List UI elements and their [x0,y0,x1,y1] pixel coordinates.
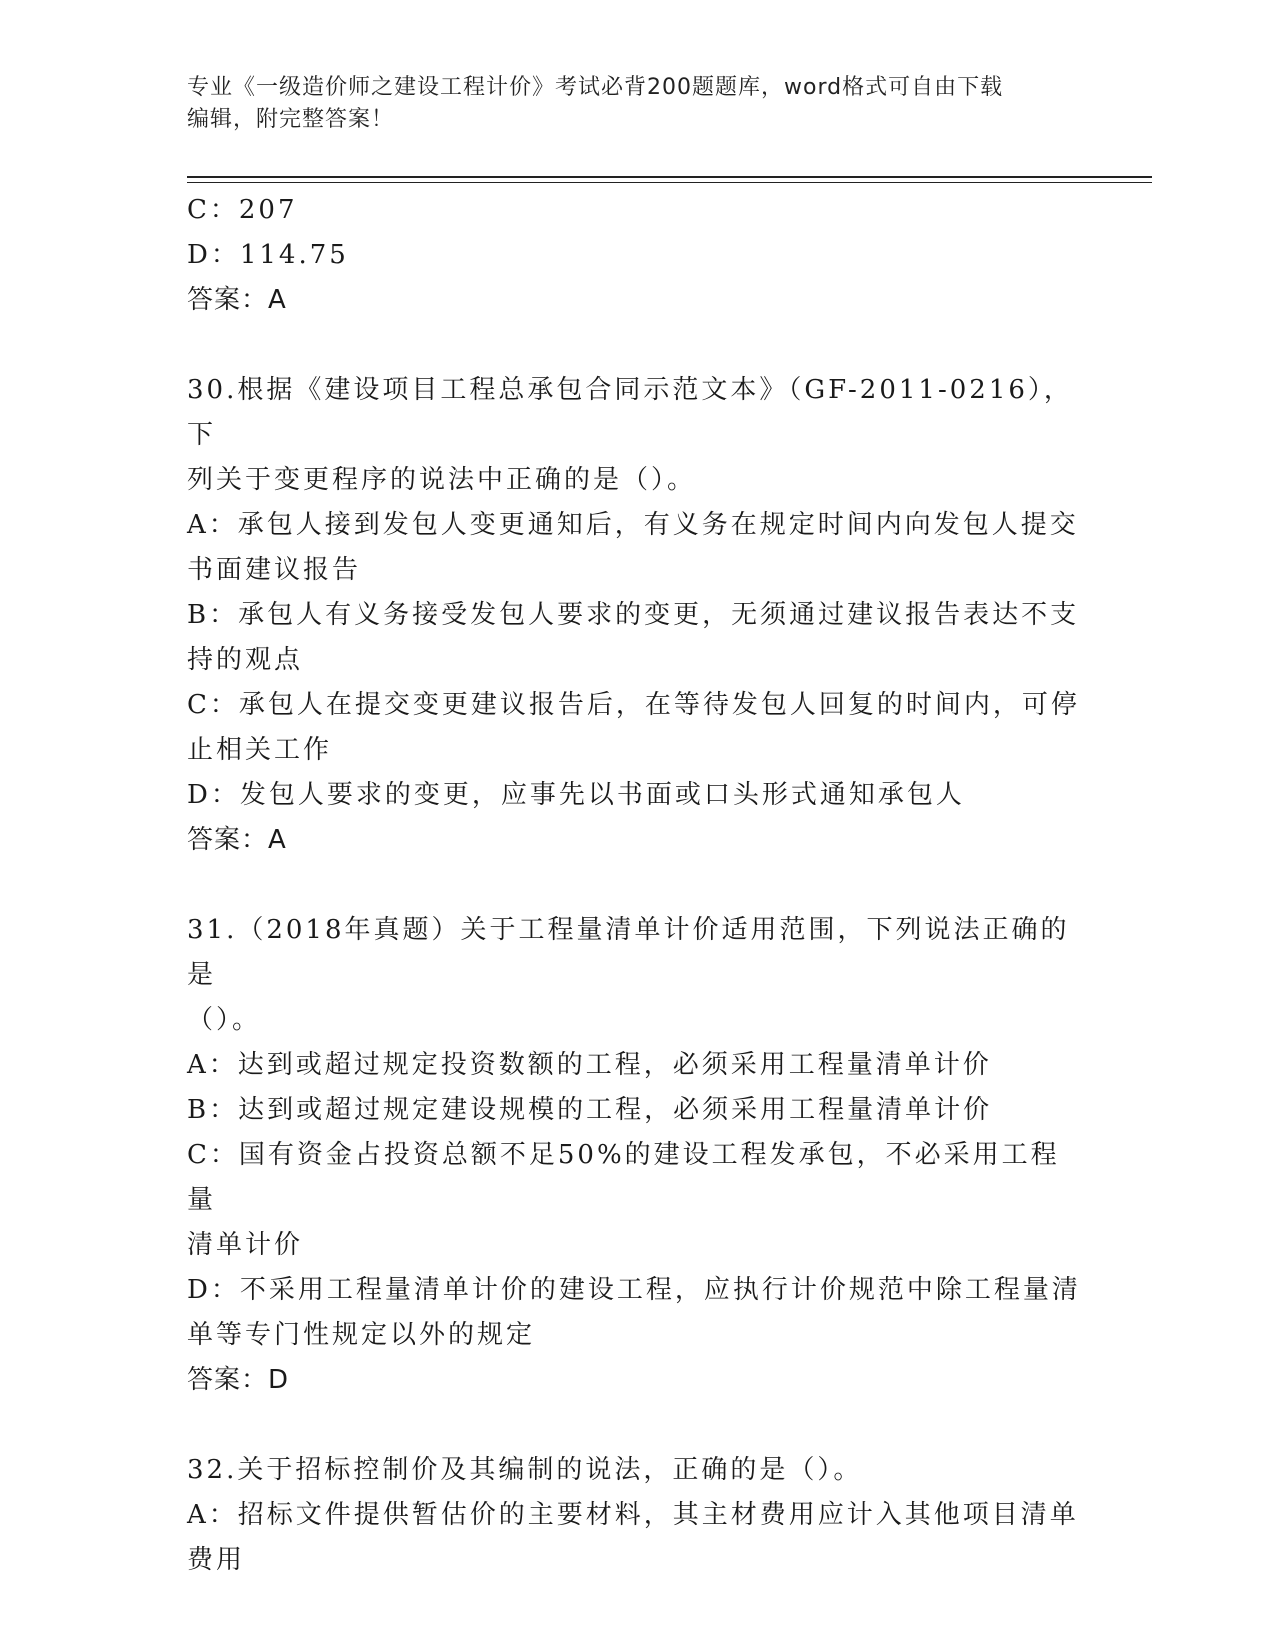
q31-stem-line-2: （）。 [187,1005,262,1035]
prev-option-c: C：207 [187,195,298,225]
question-content [187,188,1087,1583]
question-32 [187,1448,1087,1583]
q31-answer: 答案：D [187,1365,290,1395]
q30-option-c-line-1: C：承包人在提交变更建议报告后，在等待发包人回复的时间内，可停 [187,690,1080,720]
q30-option-d-line-1: D：发包人要求的变更，应事先以书面或口头形式通知承包人 [187,780,965,810]
prev-option-d: D：114.75 [187,240,349,270]
spacer [187,323,1087,368]
q31-option-d-line-1: D：不采用工程量清单计价的建设工程，应执行计价规范中除工程量清 [187,1275,1081,1305]
header-line-1: 专业《一级造价师之建设工程计价》考试必背200题题库，word格式可自由下载 [187,75,1004,100]
q31-option-a-line-1: A：达到或超过规定投资数额的工程，必须采用工程量清单计价 [187,1050,992,1080]
q30-option-a-line-1: A：承包人接到发包人变更通知后，有义务在规定时间内向发包人提交 [187,510,1079,540]
q30-answer: 答案：A [187,825,287,855]
q32-stem-line-1: 32.关于招标控制价及其编制的说法，正确的是（）。 [187,1455,863,1485]
q31-option-c-line-1: C：国有资金占投资总额不足50%的建设工程发承包，不必采用工程量 [187,1140,1060,1215]
q31-option-c-line-2: 清单计价 [187,1230,304,1260]
q30-option-c-line-2: 止相关工作 [187,735,333,765]
q32-option-a-line-2: 费用 [187,1545,246,1575]
q30-stem-line-2: 列关于变更程序的说法中正确的是（）。 [187,465,697,495]
prev-answer: 答案：A [187,285,287,315]
page-header [187,72,1087,136]
spacer [187,863,1087,908]
q31-option-d-line-2: 单等专门性规定以外的规定 [187,1320,536,1350]
q30-stem-line-1: 30.根据《建设项目工程总承包合同示范文本》（GF-2011-0216），下 [187,375,1073,450]
spacer [187,1403,1087,1448]
q30-option-a-line-2: 书面建议报告 [187,555,362,585]
q30-option-b-line-2: 持的观点 [187,645,304,675]
header-rule-thick [187,176,1152,178]
header-rule-thin [187,182,1152,183]
q30-option-b-line-1: B：承包人有义务接受发包人要求的变更，无须通过建议报告表达不支 [187,600,1080,630]
q31-option-b-line-1: B：达到或超过规定建设规模的工程，必须采用工程量清单计价 [187,1095,993,1125]
header-line-2: 编辑，附完整答案！ [187,107,395,132]
q31-stem-line-1: 31.（2018年真题）关于工程量清单计价适用范围，下列说法正确的是 [187,915,1070,990]
q32-option-a-line-1: A：招标文件提供暂估价的主要材料，其主材费用应计入其他项目清单 [187,1500,1079,1530]
question-31 [187,908,1087,1403]
question-30 [187,368,1087,863]
